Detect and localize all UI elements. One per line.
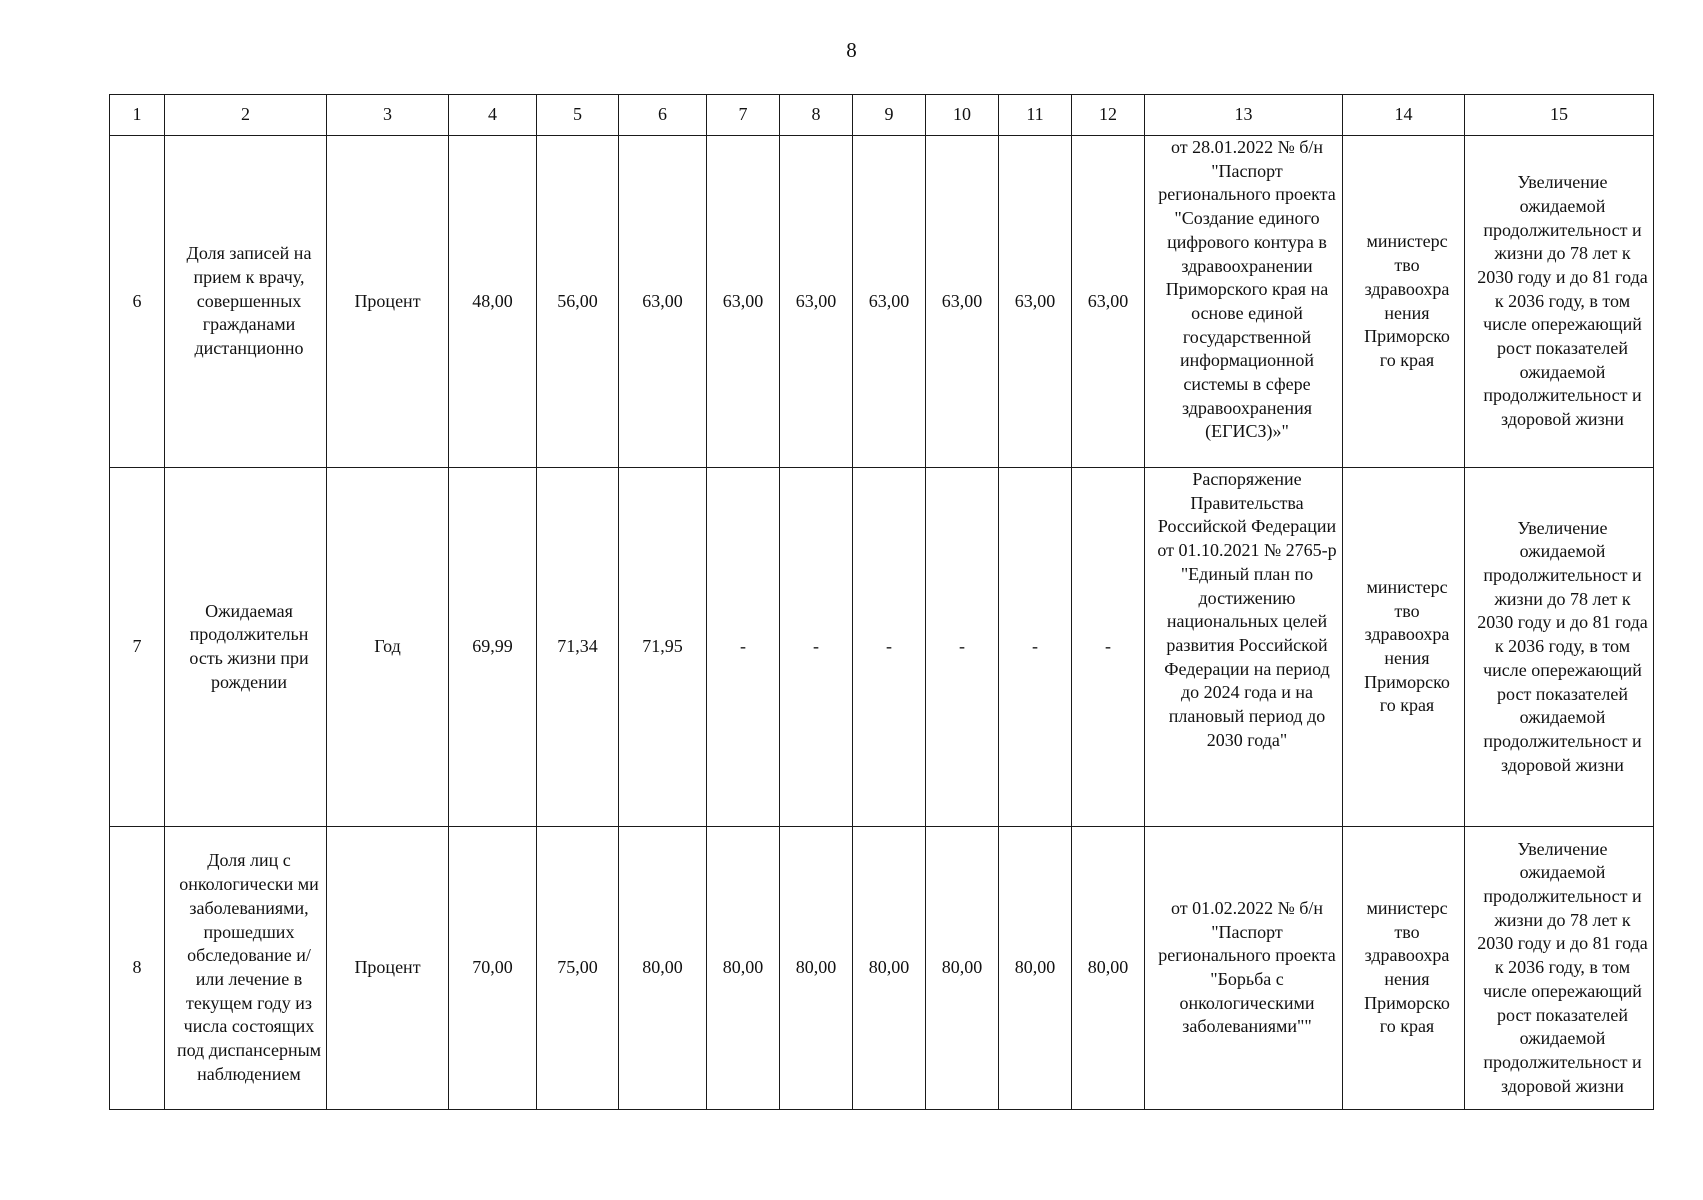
- goal-cell: Увеличение ожидаемой продолжительност и жизни до 78 лет к 2030 году и до 81 года к 2036 году, в том числе опережающий рост показателей ожидаемой продолжительност и здоровой жизни: [1465, 468, 1654, 827]
- column-header: 1: [110, 95, 165, 136]
- document-cell: Распоряжение Правительства Российской Федерации от 01.10.2021 № 2765-р "Единый план по достижению национальных целей развития Российской Федерации на период до 2024 года и на плановый период до 2030 года": [1145, 468, 1343, 827]
- column-header: 7: [707, 95, 780, 136]
- column-header: 12: [1072, 95, 1145, 136]
- value-cell: 63,00: [1072, 136, 1145, 468]
- value-cell: -: [853, 468, 926, 827]
- table-row: [110, 468, 1654, 827]
- table-row: [110, 827, 1654, 1110]
- column-header: 2: [165, 95, 327, 136]
- value-cell: 48,00: [449, 136, 537, 468]
- row-number: 8: [110, 827, 165, 1110]
- document-cell: от 28.01.2022 № б/н "Паспорт регионального проекта "Создание единого цифрового контура в здравоохранении Приморского края на основе единой государственной информационной системы в сфере здравоохранения (ЕГИСЗ)»": [1145, 136, 1343, 468]
- value-cell: 56,00: [537, 136, 619, 468]
- indicator-name: Доля записей на прием к врачу, совершенных гражданами дистанционно: [165, 136, 327, 468]
- value-cell: -: [780, 468, 853, 827]
- column-header: 9: [853, 95, 926, 136]
- column-header: 11: [999, 95, 1072, 136]
- column-header: 3: [327, 95, 449, 136]
- unit-cell: Год: [327, 468, 449, 827]
- value-cell: -: [999, 468, 1072, 827]
- value-cell: 80,00: [780, 827, 853, 1110]
- indicator-name: Ожидаемая продолжительн ость жизни при рождении: [165, 468, 327, 827]
- responsible-cell: министерс тво здравоохра нения Приморско го края: [1343, 136, 1465, 468]
- document-cell: от 01.02.2022 № б/н "Паспорт регионального проекта "Борьба с онкологическими заболеваниями"": [1145, 827, 1343, 1110]
- unit-cell: Процент: [327, 136, 449, 468]
- responsible-cell: министерс тво здравоохра нения Приморско го края: [1343, 468, 1465, 827]
- value-cell: 63,00: [853, 136, 926, 468]
- responsible-cell: министерс тво здравоохра нения Приморско го края: [1343, 827, 1465, 1110]
- value-cell: 71,34: [537, 468, 619, 827]
- column-header: 14: [1343, 95, 1465, 136]
- page-number: 8: [846, 38, 857, 62]
- column-header: 5: [537, 95, 619, 136]
- table-row: [110, 136, 1654, 468]
- value-cell: -: [707, 468, 780, 827]
- unit-cell: Процент: [327, 827, 449, 1110]
- value-cell: 80,00: [1072, 827, 1145, 1110]
- indicator-name: Доля лиц с онкологически ми заболеваниями, прошедших обследование и/или лечение в текущем году из числа состоящих под диспансерным наблюдением: [165, 827, 327, 1110]
- value-cell: 70,00: [449, 827, 537, 1110]
- indicators-table: [109, 94, 1654, 1110]
- goal-cell: Увеличение ожидаемой продолжительност и жизни до 78 лет к 2030 году и до 81 года к 2036 году, в том числе опережающий рост показателей ожидаемой продолжительност и здоровой жизни: [1465, 136, 1654, 468]
- value-cell: 69,99: [449, 468, 537, 827]
- value-cell: 80,00: [999, 827, 1072, 1110]
- value-cell: 63,00: [926, 136, 999, 468]
- value-cell: 63,00: [780, 136, 853, 468]
- value-cell: 75,00: [537, 827, 619, 1110]
- header-row: [110, 95, 1654, 136]
- column-header: 13: [1145, 95, 1343, 136]
- goal-cell: Увеличение ожидаемой продолжительност и жизни до 78 лет к 2030 году и до 81 года к 2036 году, в том числе опережающий рост показателей ожидаемой продолжительност и здоровой жизни: [1465, 827, 1654, 1110]
- value-cell: 63,00: [999, 136, 1072, 468]
- value-cell: 80,00: [707, 827, 780, 1110]
- value-cell: 80,00: [619, 827, 707, 1110]
- column-header: 6: [619, 95, 707, 136]
- row-number: 7: [110, 468, 165, 827]
- value-cell: -: [1072, 468, 1145, 827]
- value-cell: 80,00: [853, 827, 926, 1110]
- column-header: 4: [449, 95, 537, 136]
- column-header: 10: [926, 95, 999, 136]
- value-cell: 71,95: [619, 468, 707, 827]
- value-cell: 63,00: [707, 136, 780, 468]
- column-header: 8: [780, 95, 853, 136]
- column-header: 15: [1465, 95, 1654, 136]
- row-number: 6: [110, 136, 165, 468]
- value-cell: -: [926, 468, 999, 827]
- value-cell: 63,00: [619, 136, 707, 468]
- value-cell: 80,00: [926, 827, 999, 1110]
